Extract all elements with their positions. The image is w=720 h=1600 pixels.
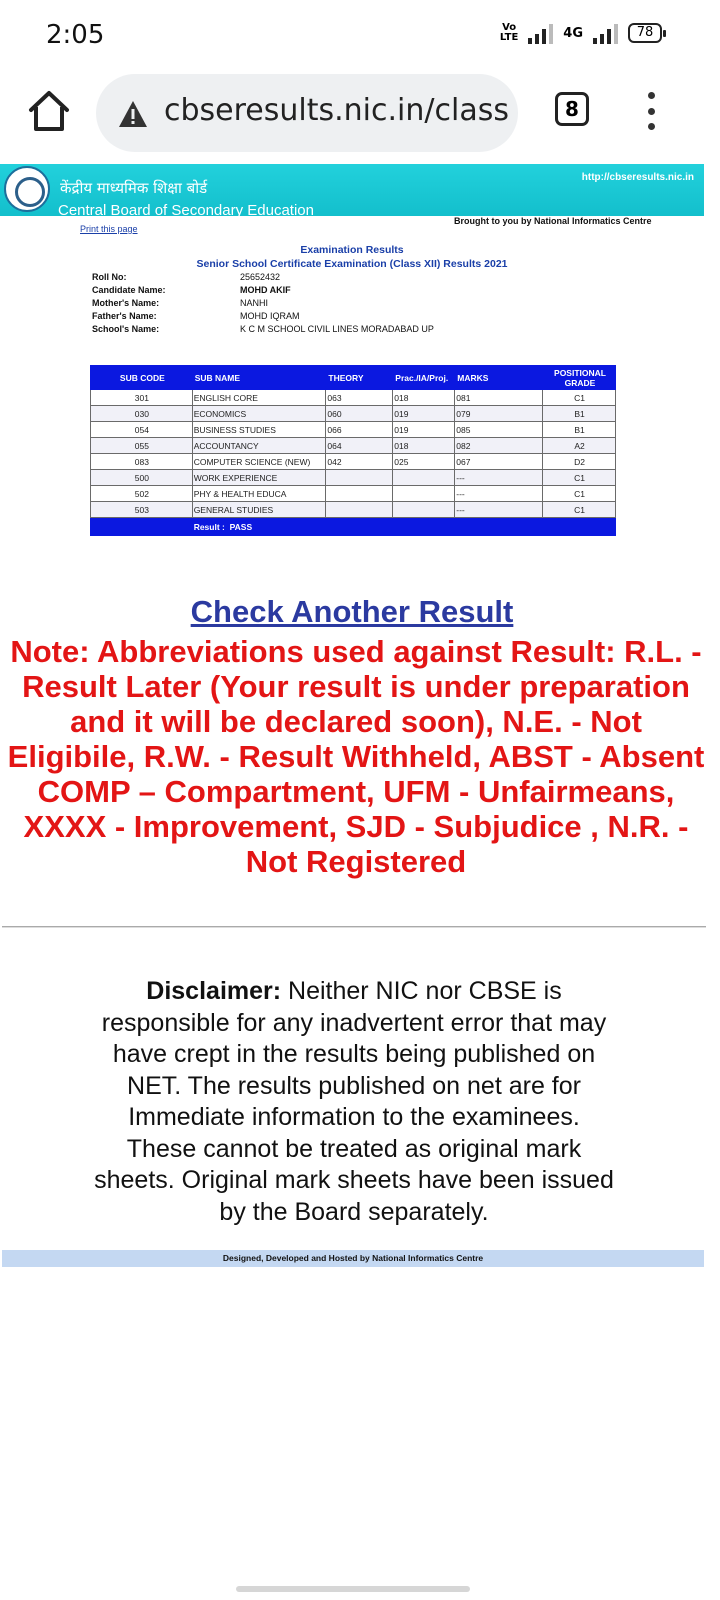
cell-prac: 019 <box>393 406 455 422</box>
cell-marks: --- <box>455 470 543 486</box>
gesture-bar[interactable] <box>236 1586 470 1592</box>
cell-marks: 079 <box>455 406 543 422</box>
cell-grade: C1 <box>543 502 616 518</box>
address-bar[interactable] <box>96 74 518 152</box>
english-board-name: Central Board of Secondary Education <box>58 202 314 219</box>
cell-marks: 085 <box>455 422 543 438</box>
warning-icon[interactable] <box>118 100 148 128</box>
exam-subtitle: Senior School Certificate Examination (Class XII) Results 2021 <box>196 258 508 270</box>
cell-code: 503 <box>91 502 193 518</box>
cell-prac: 018 <box>393 390 455 406</box>
cell-code: 502 <box>91 486 193 502</box>
info-value: K C M SCHOOL CIVIL LINES MORADABAD UP <box>240 324 434 334</box>
cell-prac: 019 <box>393 422 455 438</box>
url-text[interactable]: cbseresults.nic.in/class <box>164 93 509 128</box>
info-label: Father's Name: <box>92 311 157 321</box>
cell-grade: B1 <box>543 422 616 438</box>
print-page-link[interactable]: Print this page <box>80 224 138 234</box>
header-marks: MARKS <box>455 366 543 390</box>
info-value: MOHD AKIF <box>240 285 291 295</box>
result-spacer <box>91 518 193 536</box>
table-row <box>91 422 616 438</box>
disclaimer-text: Neither NIC nor CBSE is responsible for any inadvertent error that may have crept in the results being published on NET. The results published on net are for Immediate information to the examinees. These cannot be treated as original mark sheets. Original mark sheets have been issued by the Board separately. <box>94 977 614 1226</box>
cell-grade: A2 <box>543 438 616 454</box>
cell-theory <box>326 486 393 502</box>
cell-name: GENERAL STUDIES <box>192 502 326 518</box>
menu-icon[interactable] <box>644 92 658 130</box>
cell-grade: B1 <box>543 406 616 422</box>
cell-name: BUSINESS STUDIES <box>192 422 326 438</box>
battery-icon: 78 <box>628 23 662 43</box>
info-label: Mother's Name: <box>92 298 160 308</box>
cell-grade: C1 <box>543 486 616 502</box>
cbse-header <box>0 164 704 219</box>
status-bar <box>0 0 720 68</box>
cell-name: COMPUTER SCIENCE (NEW) <box>192 454 326 470</box>
cell-theory: 063 <box>326 390 393 406</box>
cell-theory: 060 <box>326 406 393 422</box>
header-prac: Prac./IA/Proj. <box>393 366 455 390</box>
cell-code: 500 <box>91 470 193 486</box>
cell-name: ECONOMICS <box>192 406 326 422</box>
footer-credit: Designed, Developed and Hosted by National Informatics Centre <box>2 1250 704 1267</box>
table-header-row <box>91 366 616 390</box>
cell-theory: 042 <box>326 454 393 470</box>
header-grade: POSITIONAL GRADE <box>543 366 616 390</box>
cell-theory <box>326 470 393 486</box>
info-label: School's Name: <box>92 324 160 334</box>
tabs-icon[interactable]: 8 <box>555 92 589 126</box>
header-sub-code: SUB CODE <box>91 366 193 390</box>
cell-prac: 025 <box>393 454 455 470</box>
note-line-1: Note: Abbreviations used against Result: R.L. - Result Later (Your result is under preparation and it will be declared soon), N.E. - Not Eligibile, R.W. - Result Withheld, ABST - Absent <box>7 634 705 774</box>
cell-grade: C1 <box>543 390 616 406</box>
brought-by: Brought to you by National Informatics Centre <box>454 216 652 226</box>
cell-name: ACCOUNTANCY <box>192 438 326 454</box>
cell-marks: 081 <box>455 390 543 406</box>
divider <box>2 926 706 928</box>
result-row <box>91 518 616 536</box>
cell-code: 301 <box>91 390 193 406</box>
disclaimer <box>92 976 616 1228</box>
browser-toolbar <box>0 68 720 158</box>
header-theory: THEORY <box>326 366 393 390</box>
result-cell <box>192 518 615 536</box>
cell-name: WORK EXPERIENCE <box>192 470 326 486</box>
info-label: Candidate Name: <box>92 285 166 295</box>
result-label: Result : <box>193 521 225 532</box>
cell-theory: 066 <box>326 422 393 438</box>
exam-title: Examination Results <box>300 244 404 256</box>
info-label: Roll No: <box>92 272 127 282</box>
table-row <box>91 438 616 454</box>
marks-table <box>90 365 616 536</box>
cell-prac <box>393 502 455 518</box>
cell-code: 055 <box>91 438 193 454</box>
table-row <box>91 390 616 406</box>
network-type: 4G <box>563 25 583 41</box>
cell-marks: 082 <box>455 438 543 454</box>
cell-code: 030 <box>91 406 193 422</box>
home-icon[interactable] <box>26 88 72 134</box>
cell-code: 083 <box>91 454 193 470</box>
abbreviations-note <box>6 634 706 879</box>
header-sub-name: SUB NAME <box>192 366 326 390</box>
table-row <box>91 470 616 486</box>
cell-marks: --- <box>455 486 543 502</box>
info-value: 25652432 <box>240 272 281 282</box>
info-value: NANHI <box>240 298 269 308</box>
cell-grade: D2 <box>543 454 616 470</box>
status-icons <box>500 22 662 44</box>
signal-icon <box>528 22 553 44</box>
volte-icon: Vo LTE <box>499 22 519 43</box>
cell-name: PHY & HEALTH EDUCA <box>192 486 326 502</box>
table-row <box>91 454 616 470</box>
table-row <box>91 486 616 502</box>
info-value: MOHD IQRAM <box>240 311 300 321</box>
note-line-2: COMP – Compartment, UFM - Unfairmeans, XXXX - Improvement, SJD - Subjudice , N.R. - Not Registered <box>23 774 689 879</box>
cbse-logo <box>4 166 50 212</box>
cell-name: ENGLISH CORE <box>192 390 326 406</box>
result-value: PASS <box>229 521 253 532</box>
disclaimer-label: Disclaimer: <box>146 977 282 1005</box>
cell-marks: 067 <box>455 454 543 470</box>
table-row <box>91 502 616 518</box>
check-another-result-link[interactable]: Check Another Result <box>190 594 514 629</box>
site-url[interactable]: http://cbseresults.nic.in <box>581 172 694 183</box>
cell-code: 054 <box>91 422 193 438</box>
cell-prac <box>393 470 455 486</box>
cell-grade: C1 <box>543 470 616 486</box>
status-time: 2:05 <box>46 20 105 50</box>
signal-icon-2 <box>593 22 618 44</box>
hindi-board-name: केंद्रीय माध्यमिक शिक्षा बोर्ड <box>60 179 208 197</box>
cell-theory <box>326 502 393 518</box>
cell-marks: --- <box>455 502 543 518</box>
cell-theory: 064 <box>326 438 393 454</box>
cell-prac: 018 <box>393 438 455 454</box>
cell-prac <box>393 486 455 502</box>
table-row <box>91 406 616 422</box>
